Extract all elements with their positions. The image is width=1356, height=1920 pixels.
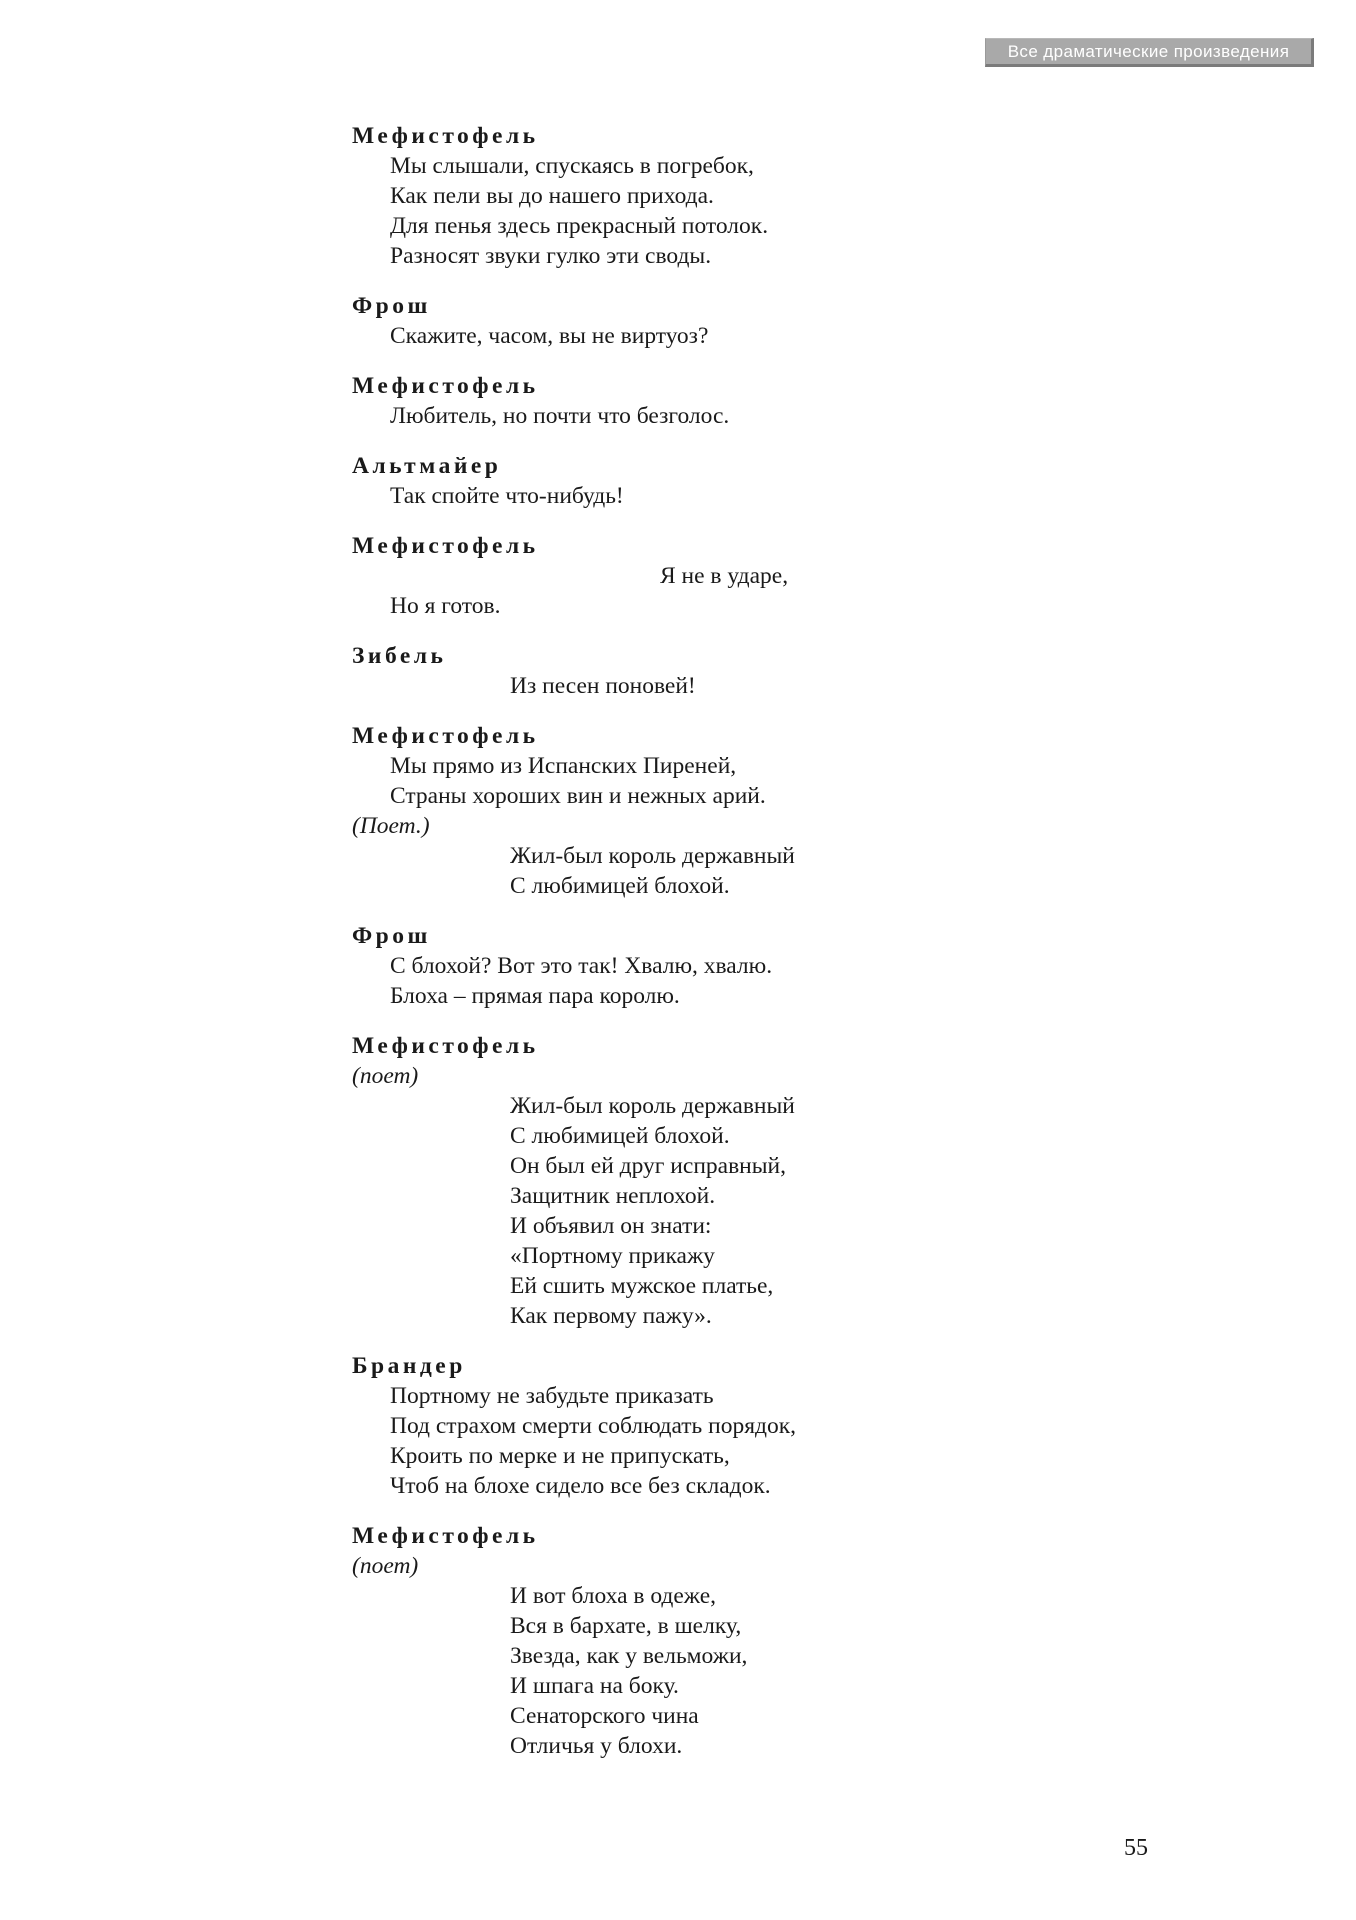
verse-line: Чтоб на блохе сидело все без складок.	[390, 1473, 771, 1499]
speaker-name: Альтмайер	[352, 453, 502, 479]
verse-line: Для пенья здесь прекрасный потолок.	[390, 213, 769, 239]
page-number: 55	[1124, 1835, 1148, 1861]
collection-badge[interactable]: Все драматические произведения	[985, 38, 1314, 67]
verse-line: «Портному прикажу	[510, 1243, 715, 1269]
verse-line: Я не в ударе,	[660, 563, 789, 589]
speech-block	[352, 641, 1232, 701]
verse-line: Блоха – прямая пара королю.	[390, 983, 680, 1009]
verse-line: С любимицей блохой.	[510, 1123, 730, 1149]
verse-line: Так спойте что-нибудь!	[390, 483, 624, 509]
verse-line: Но я готов.	[390, 593, 501, 619]
speech-block	[352, 1031, 1232, 1331]
verse-line: Жил-был король державный	[510, 843, 795, 869]
speaker-name: Мефистофель	[352, 123, 539, 149]
verse-line: Кроить по мерке и не припускать,	[390, 1443, 730, 1469]
speaker-name: Мефистофель	[352, 1523, 539, 1549]
verse-line: Ей сшить мужское платье,	[510, 1273, 774, 1299]
verse-line: Он был ей друг исправный,	[510, 1153, 786, 1179]
verse-line: Любитель, но почти что безголос.	[390, 403, 730, 429]
verse-line: Звезда, как у вельможи,	[510, 1643, 748, 1669]
verse-line: Скажите, часом, вы не виртуоз?	[390, 323, 709, 349]
speaker-name: Фрош	[352, 293, 431, 319]
verse-line: Защитник неплохой.	[510, 1183, 716, 1209]
verse-line: Отличья у блохи.	[510, 1733, 683, 1759]
stage-direction: (Поет.)	[352, 813, 430, 839]
speaker-name: Фрош	[352, 923, 431, 949]
verse-line: Жил-был король державный	[510, 1093, 795, 1119]
verse-line: Из песен поновей!	[510, 673, 696, 699]
verse-line: Сенаторского чина	[510, 1703, 699, 1729]
speech-block	[352, 451, 1232, 511]
speaker-name: Мефистофель	[352, 1033, 539, 1059]
stage-direction: (поет)	[352, 1063, 419, 1089]
verse-line: И вот блоха в одеже,	[510, 1583, 717, 1609]
verse-line: Как первому пажу».	[510, 1303, 712, 1329]
verse-line: Портному не забудьте приказать	[390, 1383, 714, 1409]
speech-block	[352, 1521, 1232, 1761]
speaker-name: Мефистофель	[352, 373, 539, 399]
verse-line: С блохой? Вот это так! Хвалю, хвалю.	[390, 953, 773, 979]
verse-line: Вся в бархате, в шелку,	[510, 1613, 742, 1639]
speaker-name: Зибель	[352, 643, 447, 669]
verse-line: И шпага на боку.	[510, 1673, 679, 1699]
speech-block	[352, 721, 1232, 901]
speech-block	[352, 121, 1232, 271]
speech-block	[352, 1351, 1232, 1501]
verse-line: И объявил он знати:	[510, 1213, 712, 1239]
speaker-name: Мефистофель	[352, 533, 539, 559]
verse-line: С любимицей блохой.	[510, 873, 730, 899]
speech-block	[352, 291, 1232, 351]
speaker-name: Мефистофель	[352, 723, 539, 749]
verse-line: Под страхом смерти соблюдать порядок,	[390, 1413, 797, 1439]
verse-line: Страны хороших вин и нежных арий.	[390, 783, 766, 809]
verse-line: Мы прямо из Испанских Пиреней,	[390, 753, 737, 779]
verse-line: Разносят звуки гулко эти своды.	[390, 243, 712, 269]
stage-direction: (поет)	[352, 1553, 419, 1579]
verse-line: Как пели вы до нашего прихода.	[390, 183, 714, 209]
speech-block	[352, 531, 1232, 621]
speech-block	[352, 921, 1232, 1011]
speech-block	[352, 371, 1232, 431]
play-text	[352, 121, 1232, 1761]
verse-line: Мы слышали, спускаясь в погребок,	[390, 153, 754, 179]
speaker-name: Брандер	[352, 1353, 466, 1379]
